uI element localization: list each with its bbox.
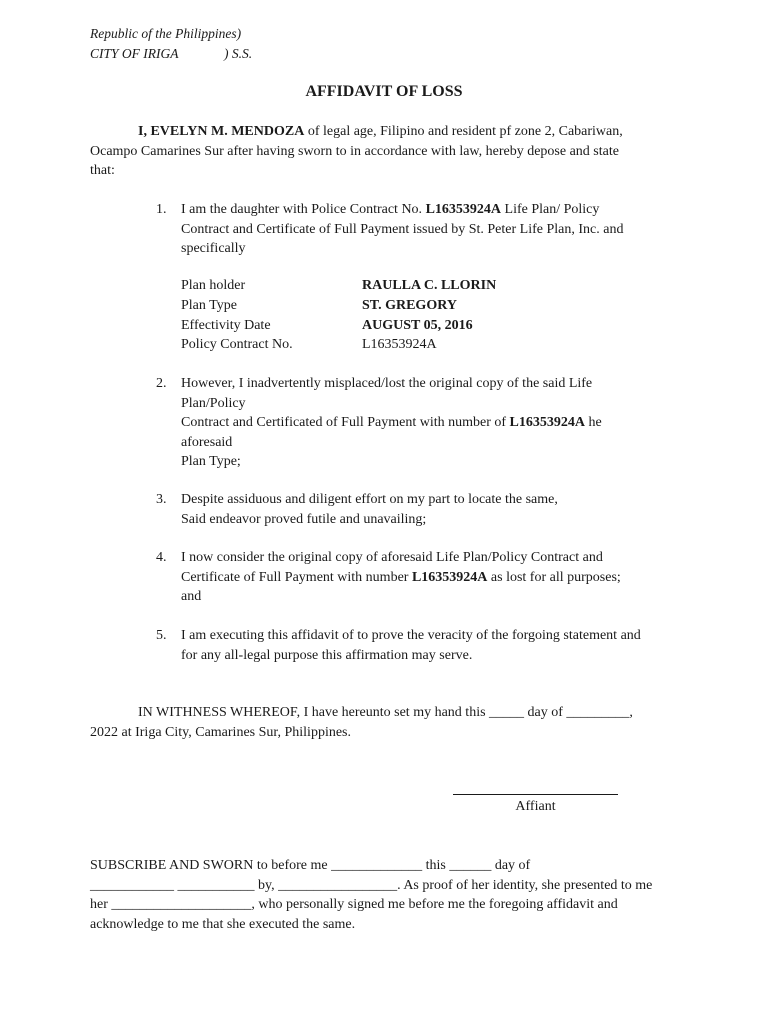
intro-line-3: that: — [90, 163, 115, 178]
list-text: I am executing this affidavit of to prove the veracity of the forgoing statement and for any all-legal purpose this affirmation may serve. — [181, 628, 641, 663]
jurat-paragraph: SUBSCRIBE AND SWORN to before me _____________ this ______ day of ____________ ___________ by, _________________. As proof of her identity, she presented to me her ____________________, who personally signed me before me the foregoing affidavit and acknowledge to me that she executed the same. — [90, 858, 653, 932]
header-ss: ) S.S. — [224, 46, 253, 61]
intro-line-2: Ocampo Camarines Sur after having sworn to in accordance with law, hereby depose and state — [90, 143, 619, 159]
list-number: 1. — [156, 202, 167, 217]
list-text: I now consider the original copy of aforesaid Life Plan/Policy Contract and Certificate of Full Payment with number L16353924A as lost for all purposes; and — [181, 550, 621, 604]
list-text: Despite assiduous and diligent effort on my part to locate the same, Said endeavor proved futile and unavailing; — [181, 492, 558, 527]
plan-row-effectivity: Effectivity Date AUGUST 05, 2016 — [181, 317, 473, 333]
header-city: CITY OF IRIGA — [90, 46, 179, 61]
affiant-label: Affiant — [515, 799, 556, 814]
plan-row-contract: Policy Contract No. L16353924A — [181, 337, 437, 353]
list-number: 2. — [156, 376, 167, 391]
intro-paragraph — [90, 122, 678, 181]
intro-line-1: I, EVELYN M. MENDOZA of legal age, Filipino and resident pf zone 2, Cabariwan, — [138, 124, 623, 139]
plan-details-table — [181, 276, 601, 355]
list-text: I am the daughter with Police Contract No. L16353924A Life Plan/ Policy Contract and Certificate of Full Payment issued by St. Peter Life Plan, Inc. and specifically — [181, 202, 624, 256]
header-republic: Republic of the Philippines) — [90, 26, 242, 41]
list-number: 4. — [156, 550, 167, 565]
list-text: However, I inadvertently misplaced/lost the original copy of the said Life Plan/Policy Contract and Certificated of Full Payment with number of L16353924A he aforesaid Plan Type; — [181, 376, 602, 469]
affiant-name: I, EVELYN M. MENDOZA — [138, 124, 305, 139]
witness-paragraph: IN WITHNESS WHEREOF, I have hereunto set my hand this _____ day of _________, 2022 at Iriga City, Camarines Sur, Philippines. — [90, 705, 633, 740]
document-title: AFFIDAVIT OF LOSS — [305, 83, 463, 100]
plan-row-holder: Plan holder RAULLA C. LLORIN — [181, 278, 497, 293]
list-number: 5. — [156, 628, 167, 643]
list-number: 3. — [156, 492, 167, 507]
plan-row-type: Plan Type ST. GREGORY — [181, 297, 457, 313]
signature-line — [453, 794, 618, 795]
